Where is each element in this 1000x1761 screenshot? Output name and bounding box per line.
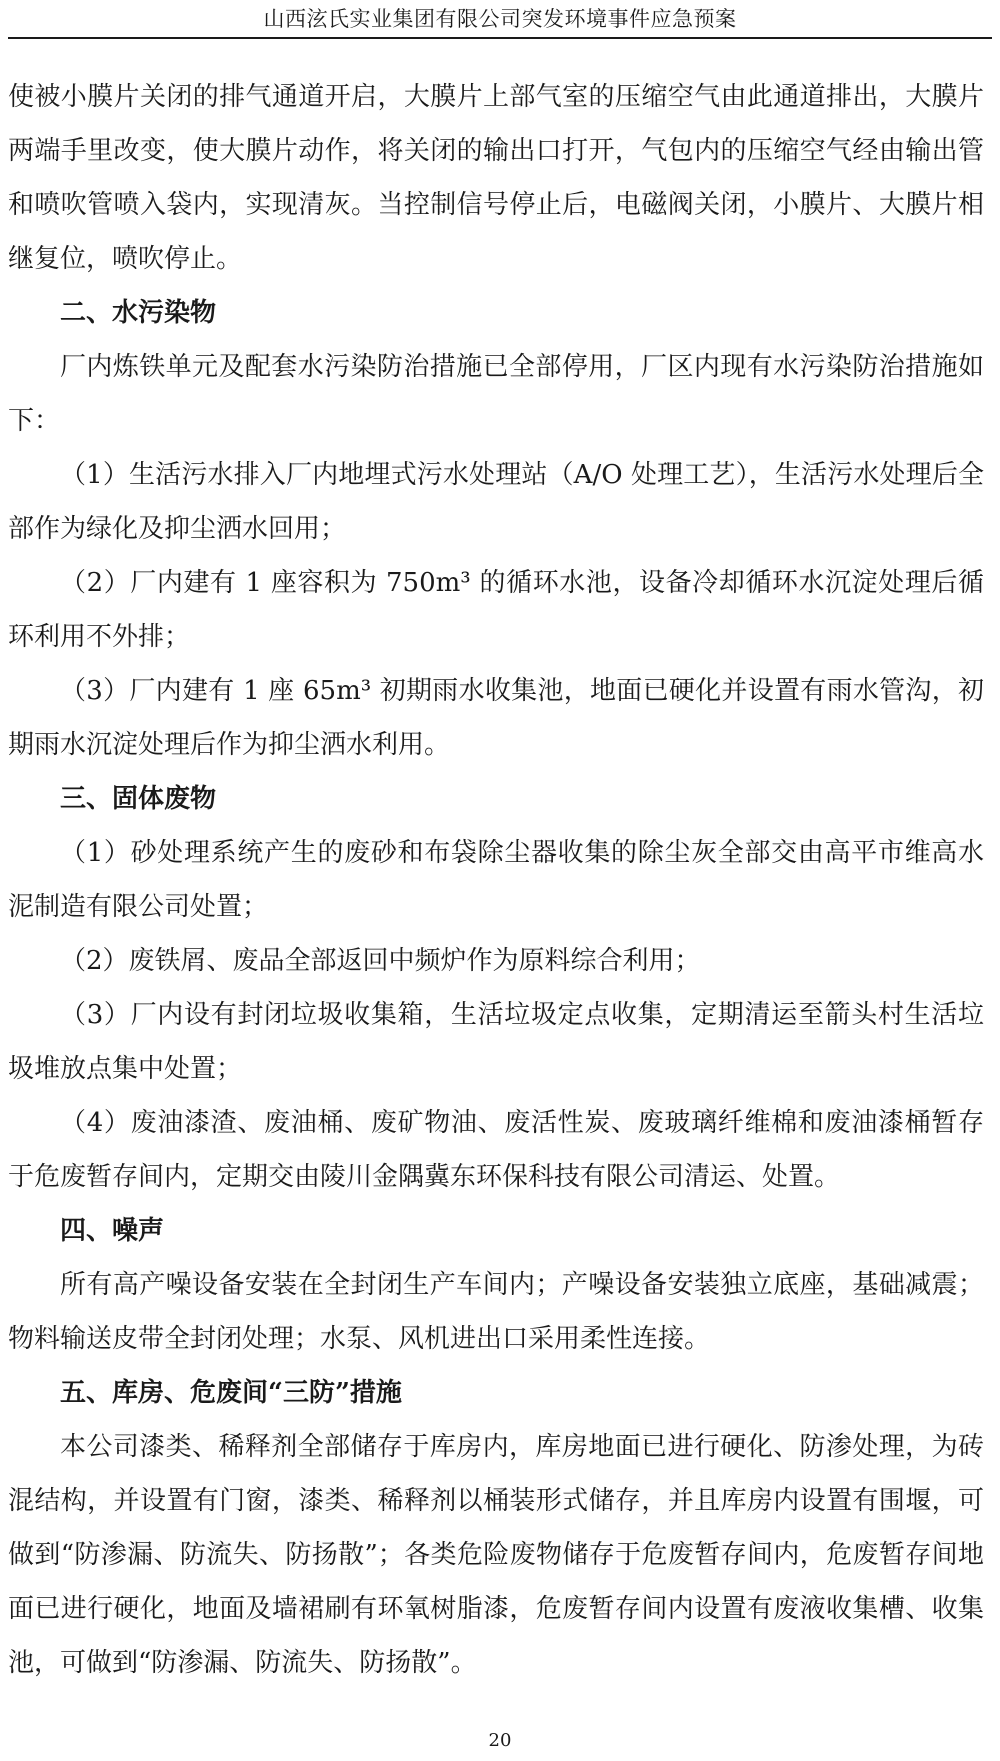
header-divider bbox=[8, 37, 992, 39]
section-heading-warehouse: 五、库房、危废间“三防”措施 bbox=[60, 1378, 402, 1408]
section-heading-solid-waste: 三、固体废物 bbox=[60, 784, 217, 814]
paragraph-warehouse: 本公司漆类、稀释剂全部储存于库房内，库房地面已进行硬化、防渗处理，为砖混结构，并设置有门窗，漆类、稀释剂以桶装形式储存，并且库房内设置有围堰，可做到“防渗漏、防流失、防扬散”；各类危险废物储存于危废暂存间内，危废暂存间地面已进行硬化，地面及墙裙刷有环氧树脂漆，危废暂存间内设置有废液收集槽、收集池，可做到“防渗漏、防流失、防扬散”。 bbox=[8, 1432, 984, 1678]
paragraph-water-intro: 厂内炼铁单元及配套水污染防治措施已全部停用，厂区内现有水污染防治措施如下： bbox=[8, 352, 984, 436]
paragraph-water-3: （3）厂内建有 1 座 65m³ 初期雨水收集池，地面已硬化并设置有雨水管沟，初期雨水沉淀处理后作为抑尘洒水利用。 bbox=[8, 676, 984, 760]
document-body bbox=[8, 70, 984, 1690]
page-header bbox=[0, 0, 1000, 40]
paragraph-solid-3: （3）厂内设有封闭垃圾收集箱，生活垃圾定点收集，定期清运至箭头村生活垃圾堆放点集中处置； bbox=[8, 1000, 984, 1084]
section-heading-noise: 四、噪声 bbox=[60, 1216, 165, 1246]
section-heading-water: 二、水污染物 bbox=[60, 298, 217, 328]
paragraph-solid-2: （2）废铁屑、废品全部返回中频炉作为原料综合利用； bbox=[60, 946, 701, 976]
page-number: 20 bbox=[488, 1730, 512, 1751]
paragraph-noise: 所有高产噪设备安装在全封闭生产车间内；产噪设备安装独立底座，基础减震；物料输送皮带全封闭处理；水泵、风机进出口采用柔性连接。 bbox=[8, 1270, 984, 1354]
paragraph-solid-1: （1）砂处理系统产生的废砂和布袋除尘器收集的除尘灰全部交由高平市维高水泥制造有限公司处置； bbox=[8, 838, 984, 922]
paragraph-water-1: （1）生活污水排入厂内地埋式污水处理站（A/O 处理工艺），生活污水处理后全部作为绿化及抑尘洒水回用； bbox=[8, 460, 984, 544]
paragraph-dust-valve: 使被小膜片关闭的排气通道开启，大膜片上部气室的压缩空气由此通道排出，大膜片两端手里改变，使大膜片动作，将关闭的输出口打开，气包内的压缩空气经由输出管和喷吹管喷入袋内，实现清灰。当控制信号停止后，电磁阀关闭，小膜片、大膜片相继复位，喷吹停止。 bbox=[8, 82, 984, 274]
paragraph-solid-4: （4）废油漆渣、废油桶、废矿物油、废活性炭、废玻璃纤维棉和废油漆桶暂存于危废暂存间内，定期交由陵川金隅冀东环保科技有限公司清运、处置。 bbox=[8, 1108, 984, 1192]
document-title: 山西泫氏实业集团有限公司突发环境事件应急预案 bbox=[263, 7, 737, 31]
paragraph-water-2: （2）厂内建有 1 座容积为 750m³ 的循环水池，设备冷却循环水沉淀处理后循环利用不外排； bbox=[8, 568, 984, 652]
